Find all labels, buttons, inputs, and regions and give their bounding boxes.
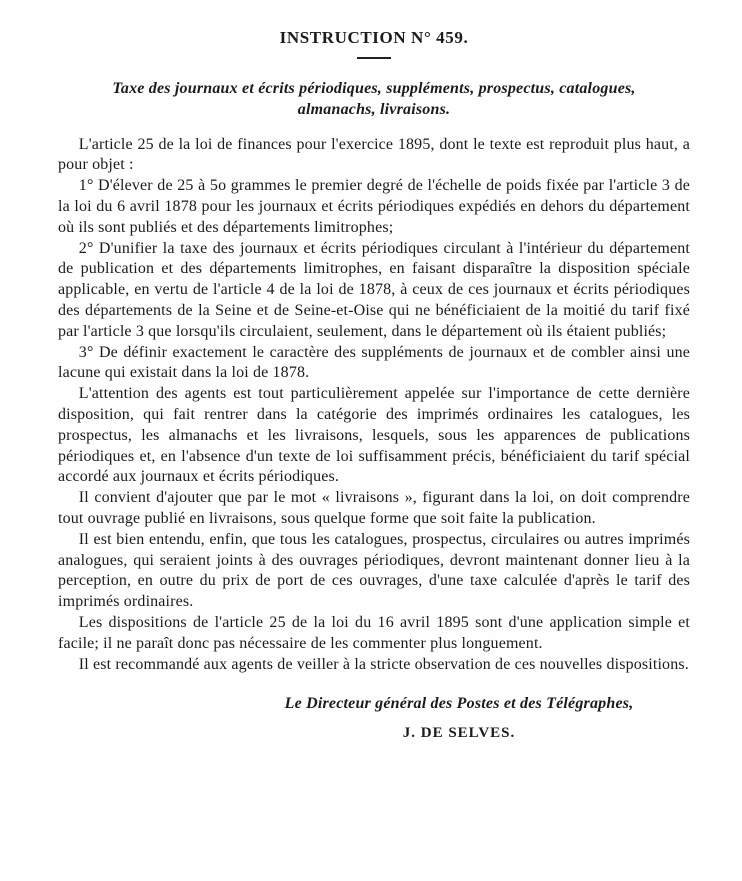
paragraph-item-2: 2° D'unifier la taxe des journaux et écrits périodiques circulant à l'intérieur du département de publication et des départements limitrophes, en faisant disparaître la disposition spéciale applicable, en vertu de l'article 4 de la loi de 1878, à ceux de ces journaux et écrits périodiques des départements de la Seine et de Seine-et-Oise qui ne bénéficiaient de la moitié du tarif fixé par l'article 3 que lorsqu'ils circulaient, seulement, dans le département où ils étaient publiés; (58, 239, 690, 340)
signature-role: Le Directeur général des Postes et des Télégraphes, (284, 695, 634, 713)
paragraph-dispositions: Les dispositions de l'article 25 de la loi du 16 avril 1895 sont d'une application simple et facile; il ne paraît donc pas nécessaire de les commenter plus longuement. (58, 613, 690, 652)
paragraph-attention: L'attention des agents est tout particulièrement appelée sur l'importance de cette dernière disposition, qui fait rentrer dans la catégorie des imprimés ordinaires les catalogues, les prospectus, les almanachs et les livraisons, lesquels, sous les apparences de publications périodiques et, en l'absence d'un texte de loi suffisamment précis, bénéficiaient du tarif spécial accordé aux journaux et écrits périodiques. (58, 385, 690, 486)
paragraph-livraisons: Il convient d'ajouter que par le mot « livraisons », figurant dans la loi, on doit comprendre tout ouvrage publié en livraisons, sous quelque forme que soit faite la publication. (58, 489, 690, 527)
document-title: INSTRUCTION N° 459. (279, 28, 469, 47)
signature-block (228, 695, 690, 742)
paragraph-recommandation: Il est recommandé aux agents de veiller à la stricte observation de ces nouvelles dispositions. (78, 655, 689, 673)
document-body (58, 135, 690, 676)
document-subtitle: Taxe des journaux et écrits périodiques, suppléments, prospectus, catalogues, almanachs, livraisons. (112, 80, 636, 118)
title-rule (357, 57, 391, 59)
signature-name: J. DE SELVES. (402, 725, 516, 742)
paragraph-item-3: 3° De définir exactement le caractère des suppléments de journaux et de combler ainsi une lacune qui existait dans la loi de 1878. (58, 343, 690, 382)
paragraph-item-1: 1° D'élever de 25 à 5o grammes le premier degré de l'échelle de poids fixée par l'article 3 de la loi du 6 avril 1878 pour les journaux et écrits périodiques expédiés en dehors du département où ils sont publiés et des départements limitrophes; (58, 177, 690, 236)
paragraph-intro: L'article 25 de la loi de finances pour l'exercice 1895, dont le texte est reproduit plus haut, a pour objet : (58, 135, 690, 174)
paragraph-entendu: Il est bien entendu, enfin, que tous les catalogues, prospectus, circulaires ou autres imprimés analogues, qui seraient joints à des ouvrages périodiques, devront maintenant donner lieu à la perception, en outre du prix de port de ces ouvrages, d'une taxe calculée d'après le tarif des imprimés ordinaires. (58, 530, 690, 611)
